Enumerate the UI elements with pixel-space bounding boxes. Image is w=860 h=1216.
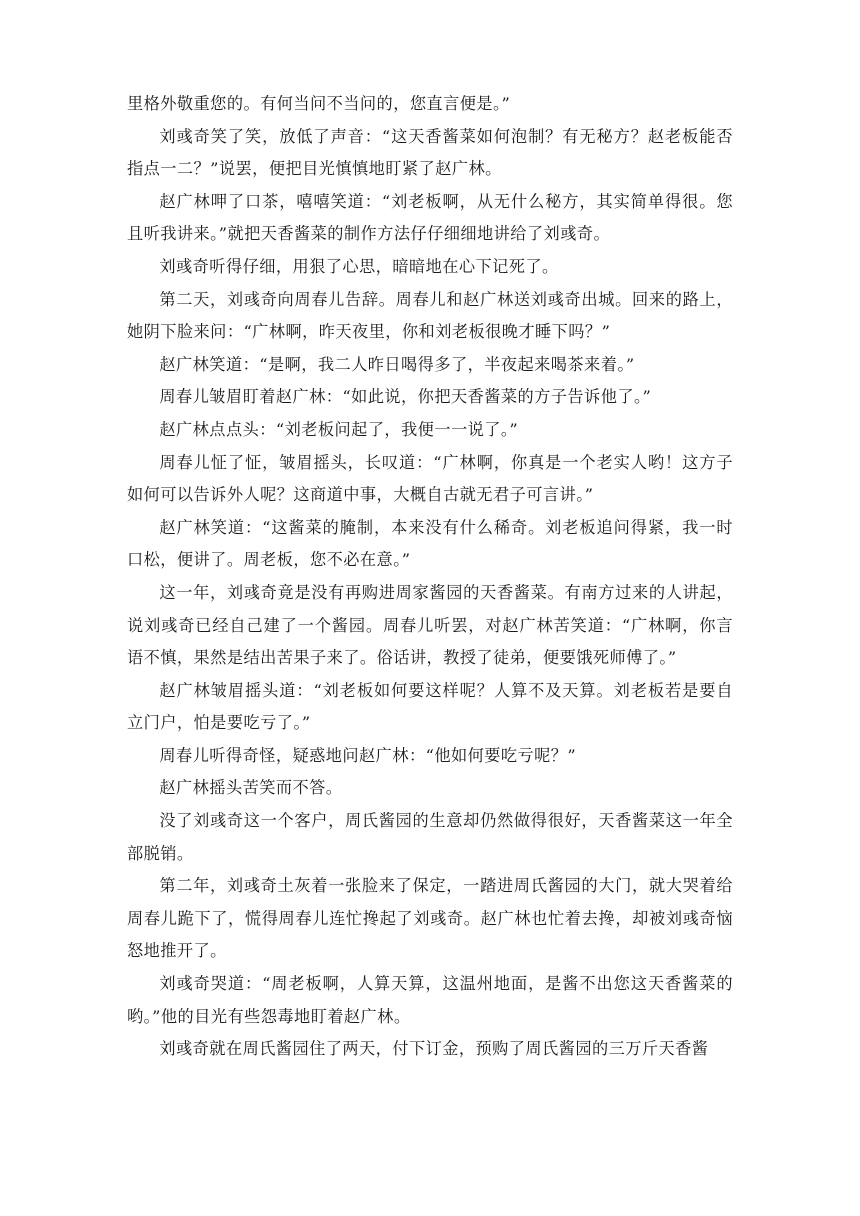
paragraph: 赵广林呷了口茶，嘻嘻笑道：“刘老板啊，从无什么秘方，其实简单得很。您且听我讲来。”就把天香酱菜的制作方法仔仔细细地讲给了刘彧奇。 <box>127 191 733 244</box>
paragraph-continuation: 里格外敬重您的。有何当问不当问的，您直言便是。” <box>127 94 511 113</box>
paragraph: 赵广林点点头：“刘老板问起了，我便一一说了。” <box>159 419 519 439</box>
paragraph: 赵广林笑道：“是啊，我二人昨日喝得多了，半夜起来喝茶来着。” <box>159 354 635 374</box>
paragraph: 周春儿听得奇怪，疑惑地问赵广林：“他如何要吃亏呢？” <box>159 745 577 765</box>
paragraph: 刘彧奇听得仔细，用狠了心思，暗暗地在心下记死了。 <box>159 256 559 276</box>
paragraph: 刘彧奇哭道：“周老板啊，人算天算，这温州地面，是酱不出您这天香酱菜的哟。”他的目光有些怨毒地盯着赵广林。 <box>127 974 733 1026</box>
paragraph: 周春儿皱眉盯着赵广林：“如此说，你把天香酱菜的方子告诉他了。” <box>159 387 652 407</box>
paragraph: 周春儿怔了怔，皱眉摇头，长叹道：“广林啊，你真是一个老实人哟！这方子如何可以告诉外人呢？这商道中事，大概自古就无君子可言讲。” <box>127 452 733 505</box>
paragraph: 刘彧奇笑了笑，放低了声音：“这天香酱菜如何泡制？有无秘方？赵老板能否指点一二？”说罢，便把目光慎慎地盯紧了赵广林。 <box>127 126 733 179</box>
paragraph: 赵广林摇头苦笑而不答。 <box>159 778 343 798</box>
paragraph: 赵广林皱眉摇头道：“刘老板如何要这样呢？人算不及天算。刘老板若是要自立门户，怕是要吃亏了。” <box>127 680 733 733</box>
paragraph: 第二天，刘彧奇向周春儿告辞。周春儿和赵广林送刘彧奇出城。回来的路上，她阴下脸来问：“广林啊，昨天夜里，你和刘老板很晚才睡下吗？” <box>127 289 733 342</box>
document-page <box>127 88 733 1066</box>
paragraph: 赵广林笑道：“这酱菜的腌制，本来没有什么稀奇。刘老板追问得紧，我一时口松，便讲了。周老板，您不必在意。” <box>127 517 733 570</box>
paragraph: 没了刘彧奇这一个客户，周氏酱园的生意却仍然做得很好，天香酱菜这一年全部脱销。 <box>127 811 733 863</box>
paragraph: 第二年，刘彧奇土灰着一张脸来了保定，一踏进周氏酱园的大门，就大哭着给周春儿跪下了，慌得周春儿连忙搀起了刘彧奇。赵广林也忙着去搀，却被刘彧奇恼怒地推开了。 <box>127 876 733 961</box>
paragraph: 刘彧奇就在周氏酱园住了两天，付下订金，预购了周氏酱园的三万斤天香酱 <box>159 1039 709 1059</box>
paragraph: 这一年，刘彧奇竟是没有再购进周家酱园的天香酱菜。有南方过来的人讲起，说刘彧奇已经自己建了一个酱园。周春儿听罢，对赵广林苦笑道：“广林啊，你言语不慎，果然是结出苦果子来了。俗话讲，教授了徒弟，便要饿死师傅了。” <box>127 582 733 668</box>
